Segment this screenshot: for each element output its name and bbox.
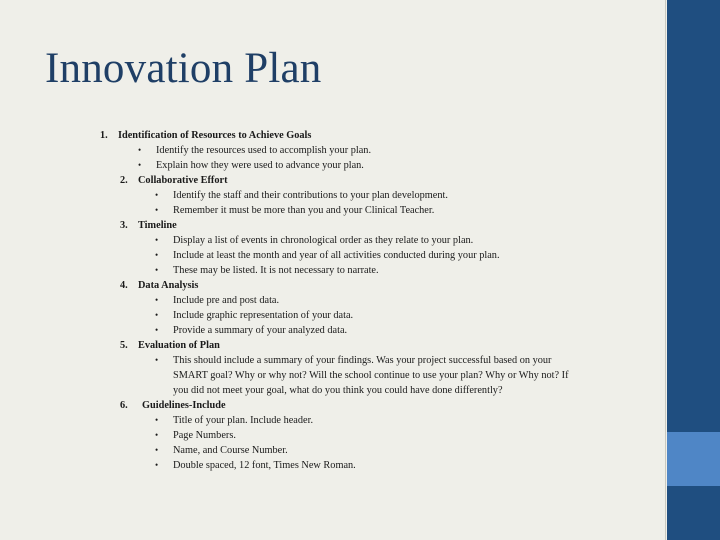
section-heading — [120, 398, 570, 413]
list-item — [120, 308, 570, 323]
list-item-text: Identify the resources used to accomplish your plan. — [156, 145, 372, 156]
section-number: 1. — [100, 130, 108, 141]
list-item-text: These may be listed. It is not necessary to narrate. — [173, 265, 379, 276]
bullet-list — [100, 143, 570, 173]
section-title: Data Analysis — [138, 280, 199, 291]
bullet-list — [120, 293, 570, 338]
section-number: 6. — [120, 400, 128, 411]
list-item-text: Provide a summary of your analyzed data. — [173, 325, 348, 336]
section-number: 3. — [120, 220, 128, 231]
list-item-text: Display a list of events in chronological order as they relate to your plan. — [173, 235, 474, 246]
section-guidelines — [100, 398, 570, 473]
list-item — [120, 323, 570, 338]
bullet-icon: • — [155, 430, 159, 440]
list-item — [120, 188, 570, 203]
section-heading — [120, 338, 570, 353]
list-item — [120, 413, 570, 428]
section-title: Timeline — [138, 220, 177, 231]
bullet-icon: • — [155, 250, 159, 260]
section-title: Evaluation of Plan — [138, 340, 220, 351]
list-item — [120, 443, 570, 458]
document-image — [100, 128, 570, 473]
bullet-icon: • — [155, 325, 159, 335]
section-heading — [120, 278, 570, 293]
bullet-icon: • — [155, 355, 159, 365]
bullet-icon: • — [155, 310, 159, 320]
section-number: 4. — [120, 280, 128, 291]
bullet-icon: • — [155, 415, 159, 425]
list-item — [120, 458, 570, 473]
list-item — [120, 353, 570, 398]
section-heading — [120, 173, 570, 188]
section-title: Identification of Resources to Achieve Goals — [118, 130, 312, 141]
list-item-text: Explain how they were used to advance your plan. — [156, 160, 364, 171]
bullet-list — [120, 233, 570, 278]
section-resources — [100, 128, 570, 173]
section-evaluation — [100, 338, 570, 398]
list-item-text: Title of your plan. Include header. — [173, 415, 314, 426]
list-item — [100, 158, 570, 173]
bullet-icon: • — [155, 205, 159, 215]
list-item-text: Identify the staff and their contributions to your plan development. — [173, 190, 448, 201]
list-item — [100, 143, 570, 158]
section-number: 5. — [120, 340, 128, 351]
list-item — [120, 233, 570, 248]
section-data-analysis — [100, 278, 570, 338]
section-heading — [120, 218, 570, 233]
section-title: Guidelines-Include — [142, 400, 226, 411]
bullet-list — [120, 353, 570, 398]
list-item-text: Remember it must be more than you and your Clinical Teacher. — [173, 205, 435, 216]
bullet-icon: • — [155, 445, 159, 455]
list-item-text: Page Numbers. — [173, 430, 236, 441]
bullet-list — [120, 188, 570, 218]
section-number: 2. — [120, 175, 128, 186]
sidebar-accent-block — [667, 432, 720, 486]
list-item — [120, 203, 570, 218]
bullet-icon: • — [155, 295, 159, 305]
section-collaborative-effort — [100, 173, 570, 218]
list-item-text: Include at least the month and year of all activities conducted during your plan. — [173, 250, 500, 261]
bullet-icon: • — [155, 235, 159, 245]
bullet-icon: • — [138, 145, 142, 155]
slide-title: Innovation Plan — [45, 45, 322, 92]
bullet-icon: • — [155, 460, 159, 470]
list-item-text: Include graphic representation of your data. — [173, 310, 354, 321]
bullet-icon: • — [155, 265, 159, 275]
section-title: Collaborative Effort — [138, 175, 228, 186]
section-timeline — [100, 218, 570, 278]
list-item-text: Double spaced, 12 font, Times New Roman. — [173, 460, 356, 471]
bullet-icon: • — [138, 160, 142, 170]
bullet-list — [120, 413, 570, 473]
bullet-icon: • — [155, 190, 159, 200]
list-item — [120, 293, 570, 308]
section-heading — [100, 128, 570, 143]
list-item — [120, 248, 570, 263]
list-item — [120, 263, 570, 278]
list-item-text: Name, and Course Number. — [173, 445, 288, 456]
list-item-text: This should include a summary of your findings. Was your project successful based on your SMART goal? Why or why not? Will the school continue to use your plan? Why or Why not? If you did not meet your goal, what do you think you could have done differently? — [173, 355, 569, 396]
list-item — [120, 428, 570, 443]
list-item-text: Include pre and post data. — [173, 295, 280, 306]
